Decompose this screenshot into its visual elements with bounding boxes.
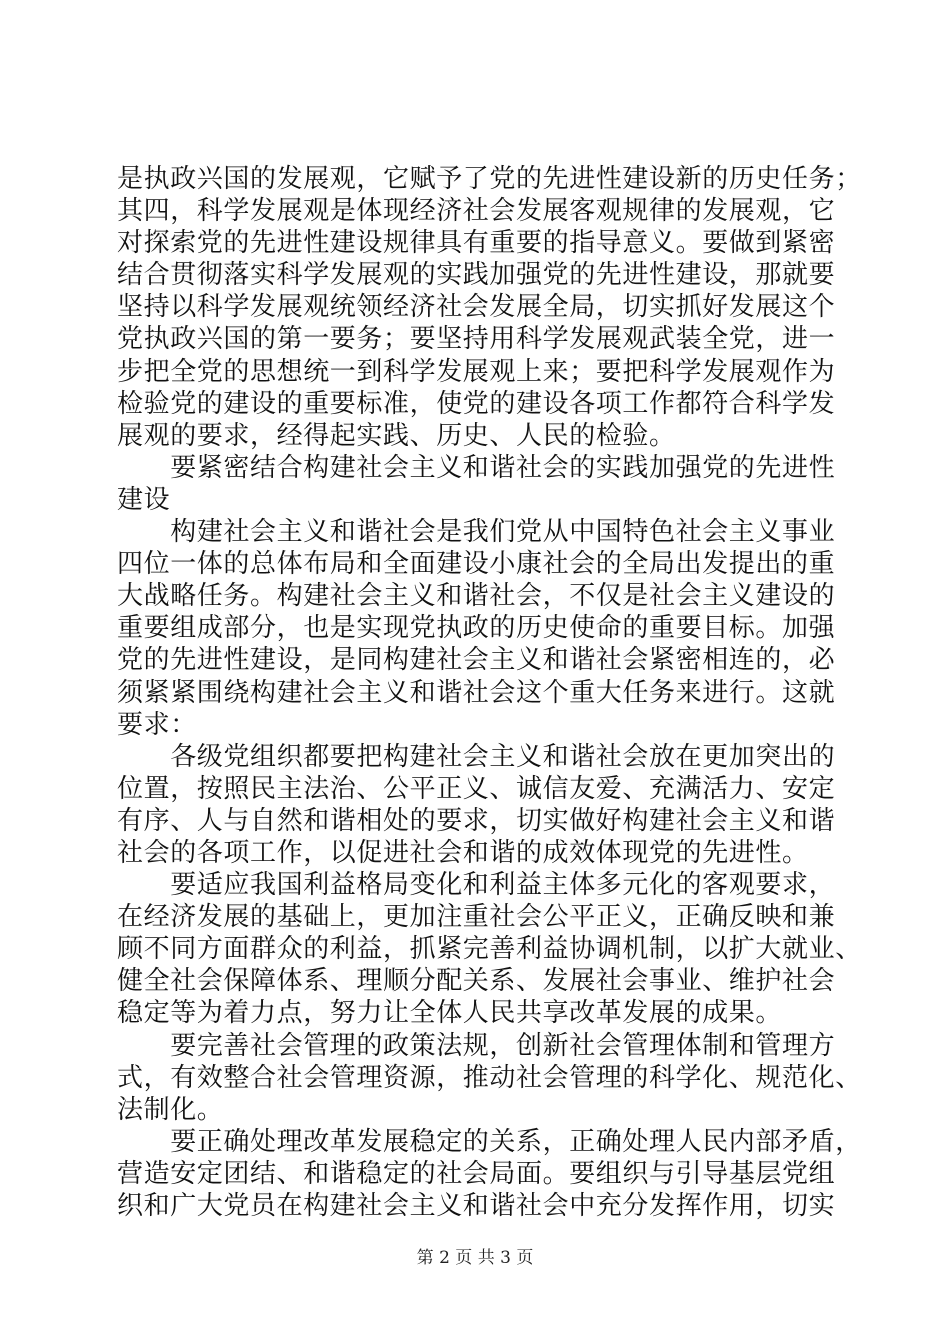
section-heading-line: 建设 xyxy=(117,484,171,515)
body-text-line: 织和广大党员在构建社会主义和谐社会中充分发挥作用，切实 xyxy=(117,1191,836,1221)
body-text-line: 式，有效整合社会管理资源，推动社会管理的科学化、规范化、 xyxy=(117,1062,862,1093)
body-text-line: 位置，按照民主法治、公平正义、诚信友爱、充满活力、安定 xyxy=(117,773,836,804)
body-text-line: 其四，科学发展观是体现经济社会发展客观规律的发展观，它 xyxy=(117,196,836,227)
body-text-line: 党执政兴国的第一要务；要坚持用科学发展观武装全党，进一 xyxy=(117,324,836,355)
body-text-line: 须紧紧围绕构建社会主义和谐社会这个重大任务来进行。这就 xyxy=(117,677,836,708)
body-text-line: 社会的各项工作，以促进社会和谐的成效体现党的先进性。 xyxy=(117,837,809,868)
body-text-line: 健全社会保障体系、理顺分配关系、发展社会事业、维护社会 xyxy=(117,966,836,997)
body-text-line: 重要组成部分，也是实现党执政的历史使命的重要目标。加强 xyxy=(117,613,836,644)
body-text-line: 大战略任务。构建社会主义和谐社会，不仅是社会主义建设的 xyxy=(117,581,836,612)
body-text-line: 营造安定团结、和谐稳定的社会局面。要组织与引导基层党组 xyxy=(117,1158,836,1189)
body-text-line: 党的先进性建设，是同构建社会主义和谐社会紧密相连的，必 xyxy=(117,645,836,676)
body-text-line: 在经济发展的基础上，更加注重社会公平正义，正确反映和兼 xyxy=(117,902,836,933)
body-text-line: 要完善社会管理的政策法规，创新社会管理体制和管理方 xyxy=(117,1030,836,1061)
section-heading-line: 要紧密结合构建社会主义和谐社会的实践加强党的先进性 xyxy=(117,452,836,483)
body-text-line: 要求： xyxy=(117,709,197,740)
body-text-line: 构建社会主义和谐社会是我们党从中国特色社会主义事业 xyxy=(117,517,836,548)
body-text-line: 是执政兴国的发展观，它赋予了党的先进性建设新的历史任务； xyxy=(117,164,862,194)
document-body xyxy=(117,163,862,1222)
body-text-line: 要适应我国利益格局变化和利益主体多元化的客观要求， xyxy=(117,870,836,901)
body-text-line: 结合贯彻落实科学发展观的实践加强党的先进性建设，那就要 xyxy=(117,260,836,291)
body-text-line: 四位一体的总体布局和全面建设小康社会的全局出发提出的重 xyxy=(117,549,836,580)
body-text-line: 法制化。 xyxy=(117,1094,224,1125)
body-text-line: 要正确处理改革发展稳定的关系，正确处理人民内部矛盾， xyxy=(117,1126,862,1157)
body-text-line: 坚持以科学发展观统领经济社会发展全局，切实抓好发展这个 xyxy=(117,292,836,323)
page-number-footer: 第 2 页 共 3 页 xyxy=(416,1248,534,1268)
body-text-line: 有序、人与自然和谐相处的要求，切实做好构建社会主义和谐 xyxy=(117,805,836,836)
body-text-line: 展观的要求，经得起实践、历史、人民的检验。 xyxy=(117,420,676,451)
body-text-line: 步把全党的思想统一到科学发展观上来；要把科学发展观作为 xyxy=(117,356,836,387)
body-text-line: 各级党组织都要把构建社会主义和谐社会放在更加突出的 xyxy=(117,741,836,772)
body-text-line: 顾不同方面群众的利益，抓紧完善利益协调机制，以扩大就业、 xyxy=(117,934,862,965)
body-text-line: 稳定等为着力点，努力让全体人民共享改革发展的成果。 xyxy=(117,998,783,1029)
body-text-line: 对探索党的先进性建设规律具有重要的指导意义。要做到紧密 xyxy=(117,228,836,259)
body-text-line: 检验党的建设的重要标准，使党的建设各项工作都符合科学发 xyxy=(117,388,836,419)
